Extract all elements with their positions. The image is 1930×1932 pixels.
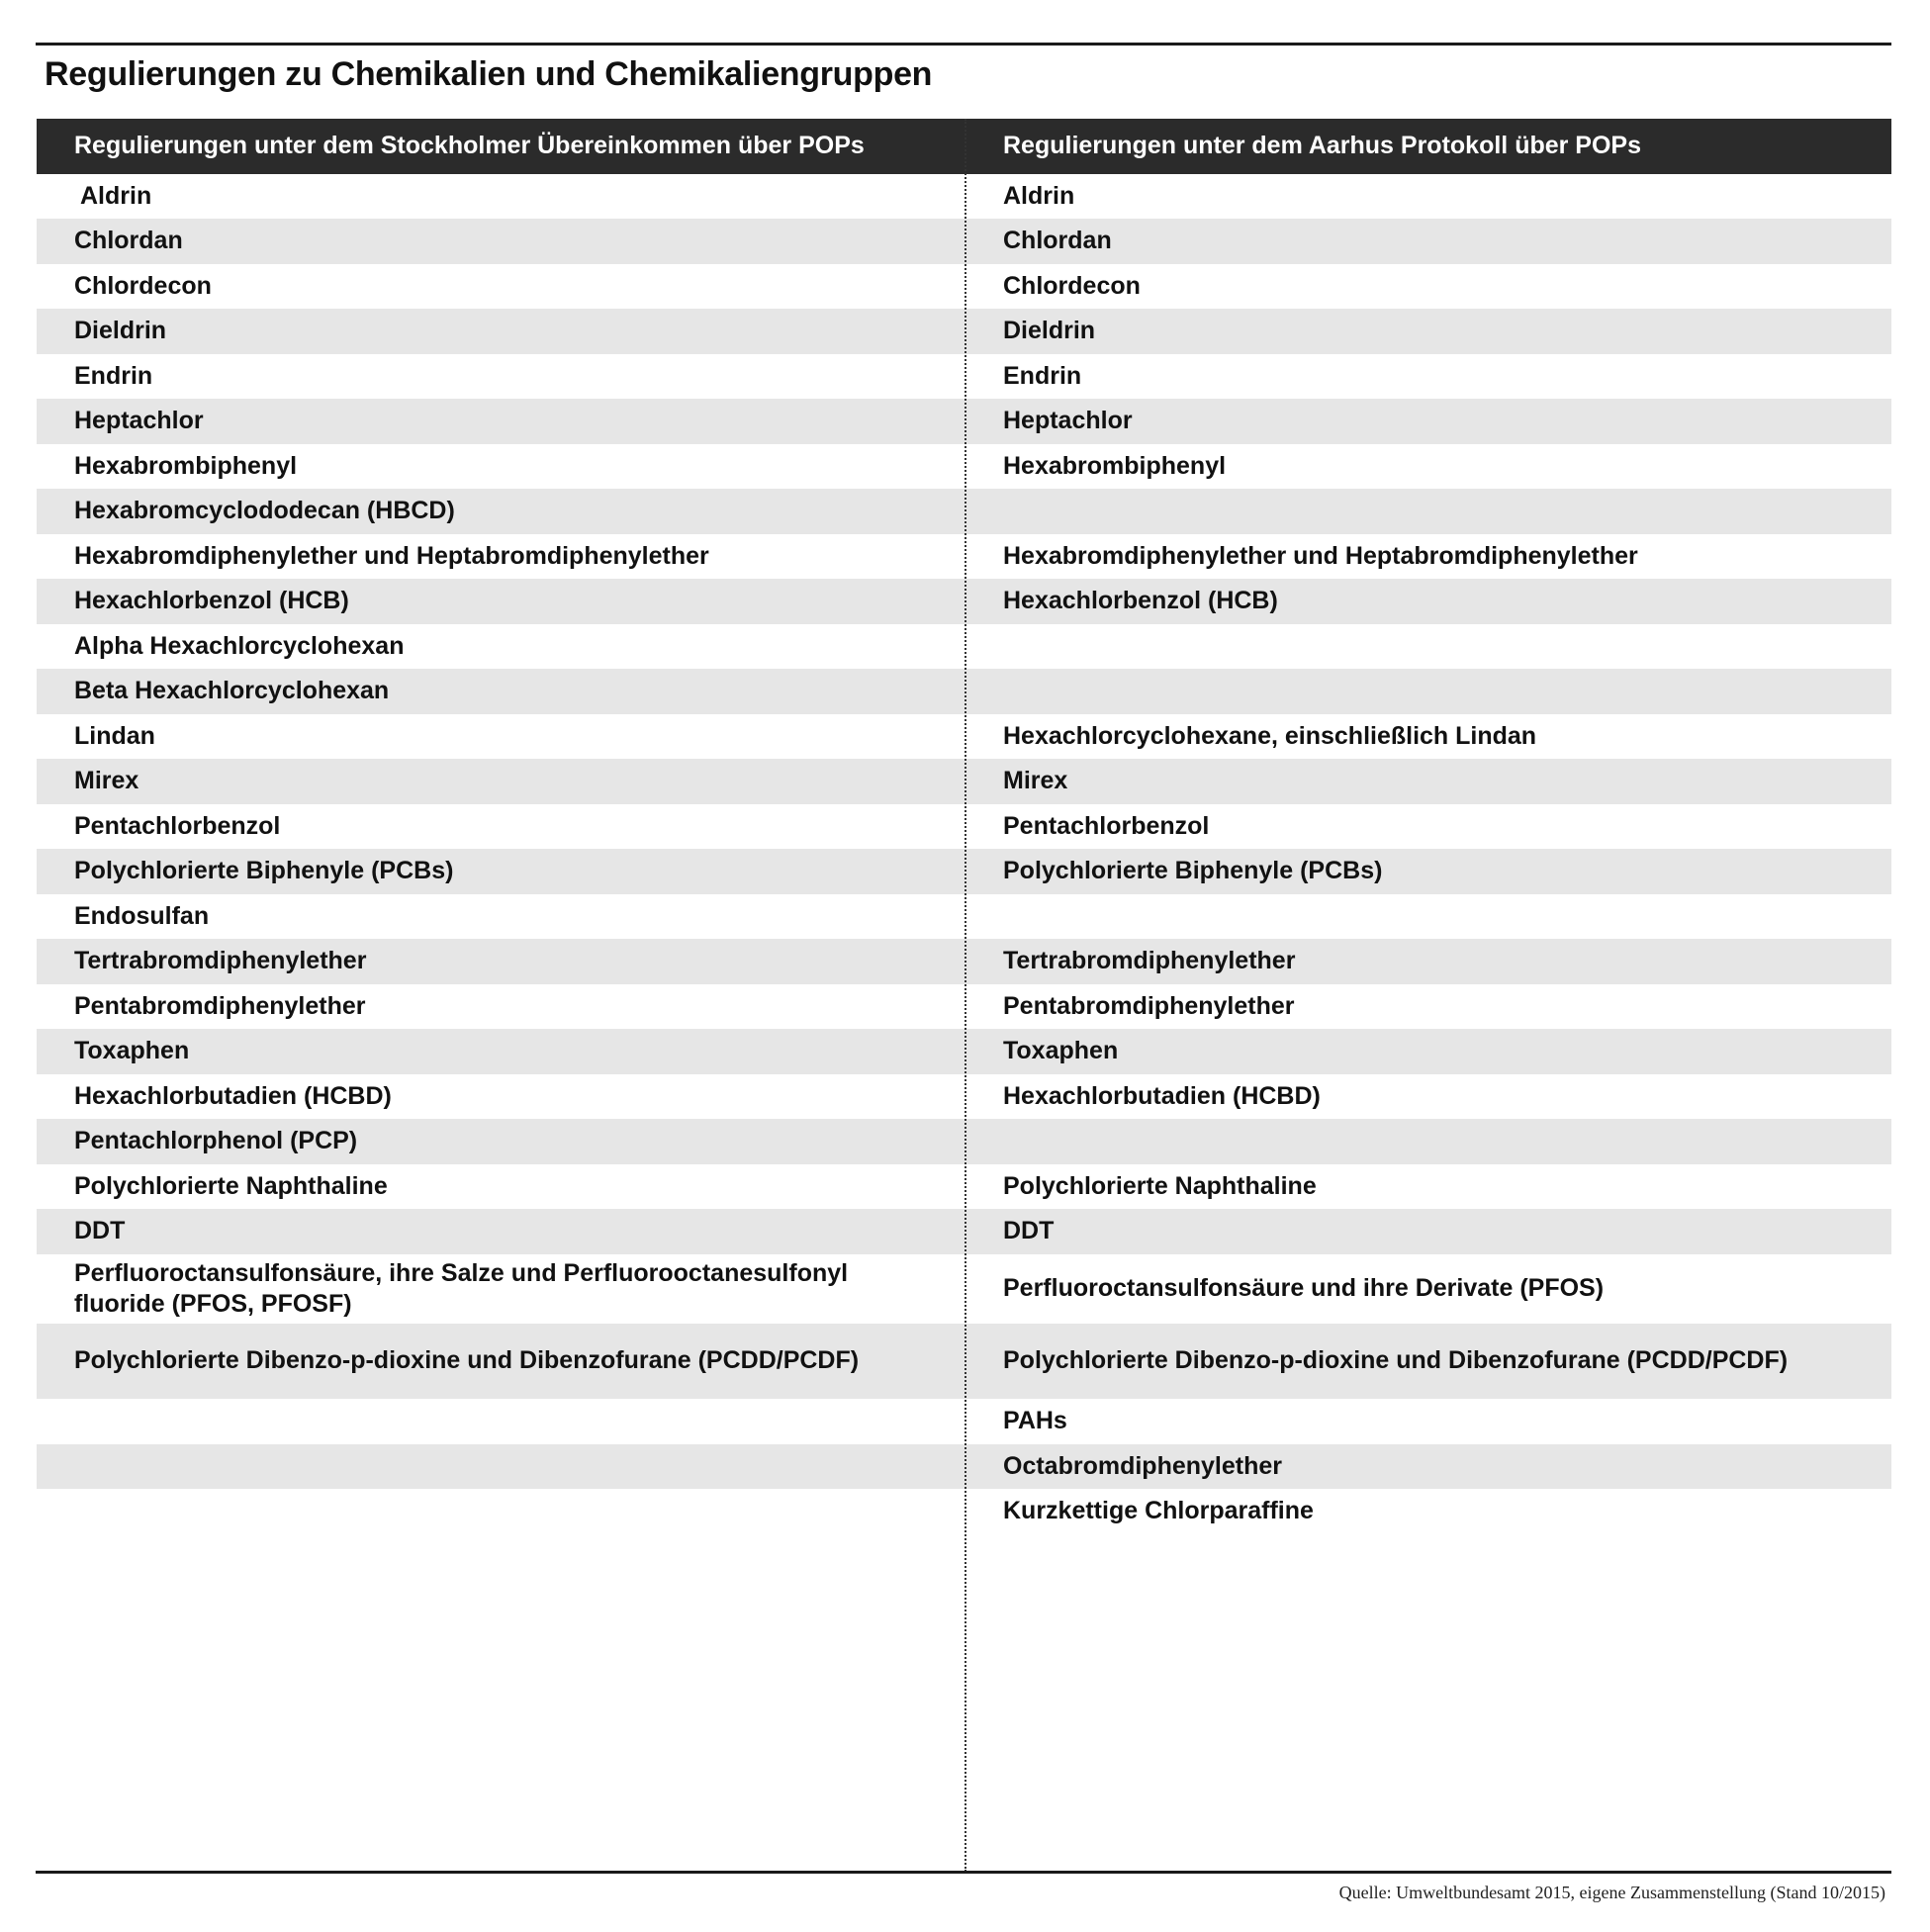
aarhus-cell: Tertrabromdiphenylether — [1003, 947, 1296, 975]
stockholm-cell: Pentachlorphenol (PCP) — [74, 1127, 358, 1155]
stockholm-cell: Endosulfan — [74, 901, 210, 930]
aarhus-cell: Heptachlor — [1003, 407, 1133, 435]
stockholm-cell: Beta Hexachlorcyclohexan — [74, 677, 390, 705]
stockholm-cell: Alpha Hexachlorcyclohexan — [74, 631, 405, 660]
stockholm-cell — [37, 1444, 965, 1489]
header-aarhus: Regulierungen unter dem Aarhus Protokoll über POPs — [1003, 132, 1642, 160]
aarhus-cell: PAHs — [1003, 1407, 1067, 1435]
aarhus-cell: Hexachlorbenzol (HCB) — [1003, 587, 1278, 615]
aarhus-cell: Octabromdiphenylether — [1003, 1451, 1282, 1480]
stockholm-cell: Pentabromdiphenylether — [74, 991, 366, 1020]
header-stockholm: Regulierungen unter dem Stockholmer Übereinkommen über POPs — [74, 132, 865, 160]
stockholm-cell: Endrin — [74, 361, 153, 390]
top-rule — [36, 43, 1891, 46]
aarhus-cell — [965, 489, 1891, 534]
aarhus-cell: Pentachlorbenzol — [1003, 811, 1210, 840]
column-divider — [965, 119, 966, 1872]
stockholm-cell: Dieldrin — [74, 317, 167, 345]
aarhus-cell: Hexabrombiphenyl — [1003, 451, 1227, 480]
aarhus-cell — [965, 894, 1891, 939]
aarhus-cell: Aldrin — [1003, 181, 1075, 210]
stockholm-cell: Pentachlorbenzol — [74, 811, 281, 840]
stockholm-cell: Chlordan — [74, 227, 183, 255]
stockholm-cell: Mirex — [74, 767, 139, 795]
aarhus-cell: Endrin — [1003, 361, 1082, 390]
aarhus-cell: Hexabromdiphenylether und Heptabromdiphenylether — [1003, 541, 1638, 570]
stockholm-cell: Toxaphen — [74, 1037, 190, 1065]
stockholm-cell: Hexabromcyclododecan (HBCD) — [74, 497, 455, 525]
stockholm-cell: Hexachlorbenzol (HCB) — [74, 587, 349, 615]
aarhus-cell: Chlordecon — [1003, 271, 1141, 300]
stockholm-cell: Polychlorierte Biphenyle (PCBs) — [74, 857, 454, 885]
source-note: Quelle: Umweltbundesamt 2015, eigene Zusammenstellung (Stand 10/2015) — [1338, 1883, 1885, 1902]
aarhus-cell: Kurzkettige Chlorparaffine — [1003, 1496, 1314, 1524]
stockholm-cell: Lindan — [74, 721, 155, 750]
stockholm-cell: Tertrabromdiphenylether — [74, 947, 367, 975]
aarhus-cell: Perfluoroctansulfonsäure und ihre Derivate (PFOS) — [1003, 1274, 1605, 1303]
stockholm-cell: Hexabromdiphenylether und Heptabromdiphenylether — [74, 541, 709, 570]
stockholm-cell: Perfluoroctansulfonsäure, ihre Salze und Perfluorooctanesulfonyl fluoride (PFOS, PFOSF) — [74, 1258, 849, 1318]
stockholm-cell: Heptachlor — [74, 407, 204, 435]
aarhus-cell: Polychlorierte Naphthaline — [1003, 1171, 1317, 1200]
stockholm-cell: Polychlorierte Dibenzo-p-dioxine und Dibenzofurane (PCDD/PCDF) — [74, 1346, 860, 1374]
aarhus-cell: Dieldrin — [1003, 317, 1096, 345]
aarhus-cell — [965, 1119, 1891, 1164]
stockholm-cell — [37, 1489, 965, 1533]
stockholm-cell: DDT — [74, 1217, 126, 1245]
aarhus-cell: Hexachlorcyclohexane, einschließlich Lindan — [1003, 721, 1537, 750]
aarhus-cell: Polychlorierte Dibenzo-p-dioxine und Dibenzofurane (PCDD/PCDF) — [1003, 1346, 1789, 1374]
aarhus-cell: Hexachlorbutadien (HCBD) — [1003, 1081, 1321, 1110]
aarhus-cell: Pentabromdiphenylether — [1003, 991, 1295, 1020]
aarhus-cell: DDT — [1003, 1217, 1055, 1245]
aarhus-cell: Toxaphen — [1003, 1037, 1119, 1065]
stockholm-cell: Aldrin — [80, 181, 152, 210]
stockholm-cell: Chlordecon — [74, 271, 212, 300]
aarhus-cell — [965, 669, 1891, 714]
bottom-rule — [36, 1871, 1891, 1874]
stockholm-cell: Hexachlorbutadien (HCBD) — [74, 1081, 392, 1110]
aarhus-cell: Polychlorierte Biphenyle (PCBs) — [1003, 857, 1383, 885]
stockholm-cell — [37, 1399, 965, 1444]
stockholm-cell: Polychlorierte Naphthaline — [74, 1171, 388, 1200]
aarhus-cell: Mirex — [1003, 767, 1068, 795]
aarhus-cell — [965, 624, 1891, 669]
page-title: Regulierungen zu Chemikalien und Chemikaliengruppen — [45, 55, 933, 93]
stockholm-cell: Hexabrombiphenyl — [74, 451, 298, 480]
aarhus-cell: Chlordan — [1003, 227, 1112, 255]
